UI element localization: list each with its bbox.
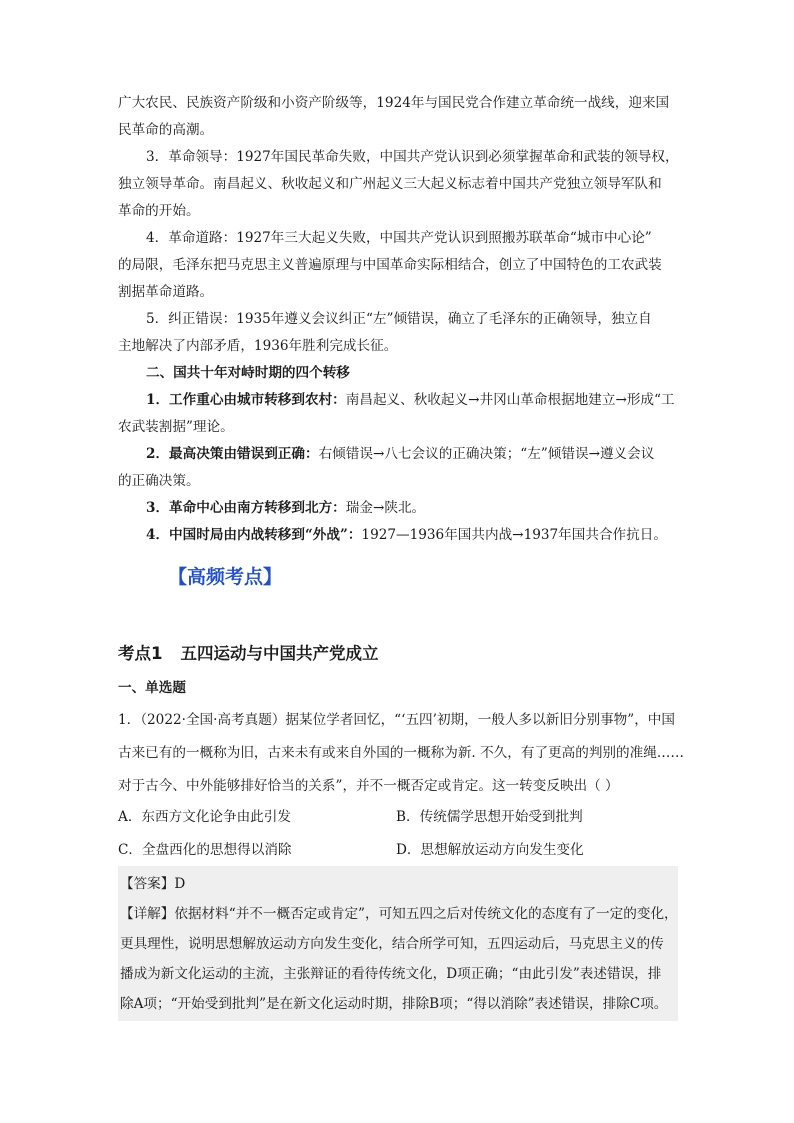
answer-box (118, 866, 678, 1021)
transfer-1-text: 南昌起义、秋收起义→井冈山革命根据地建立→形成“工 (345, 392, 675, 408)
kaodian-number: 考点1 (118, 644, 163, 663)
answer-detail-line: 播成为新文化运动的主流，主张辩证的看待传统文化，D项正确；“由此引发”表述错误，排 (120, 966, 662, 982)
kaodian-title: 五四运动与中国共产党成立 (180, 644, 379, 663)
item-3-line: 3．革命领导：1927年国民革命失败，中国共产党认识到必须掌握革命和武装的领导权， (146, 149, 679, 165)
option-d: D．思想解放运动方向发生变化 (396, 842, 584, 858)
item-4-line: 4．革命道路：1927年三大起义失败，中国共产党认识到照搬苏联革命“城市中心论” (146, 230, 652, 246)
option-b: B．传统儒学思想开始受到批判 (396, 809, 583, 825)
item-3-line: 独立领导革命。南昌起义、秋收起义和广州起义三大起义标志着中国共产党独立领导军队和 (118, 176, 662, 192)
item-4-line: 的局限，毛泽东把马克思主义普遍原理与中国革命实际相结合，创立了中国特色的工农武装 (118, 257, 662, 273)
option-c: C．全盘西化的思想得以消除 (118, 842, 292, 858)
item-5-line: 5．纠正错误：1935年遵义会议纠正“左”倾错误，确立了毛泽东的正确领导，独立自 (146, 311, 652, 327)
paragraph-line: 广大农民、民族资产阶级和小资产阶级等，1924年与国民党合作建立革命统一战线，迎来国 (118, 95, 670, 111)
option-a: A．东西方文化论争由此引发 (118, 809, 291, 825)
item-4-line: 割据革命道路。 (118, 284, 214, 300)
paragraph-line: 民革命的高潮。 (118, 122, 214, 138)
high-frequency-title: 【高频考点】 (168, 566, 283, 588)
kaodian-heading (118, 640, 378, 664)
question-line: 古来已有的一概称为旧，古来未有或来自外国的一概称为新. 不久，有了更高的判别的准绳…… (118, 745, 684, 761)
question-line: 对于古今、中外能够排好恰当的关系”，并不一概否定或肯定。这一转变反映出（ ） (118, 778, 619, 794)
transfer-2-text: 右倾错误→八七会议的正确决策；“左”倾错误→遵义会议 (318, 446, 655, 462)
transfer-3 (118, 495, 678, 522)
transfer-2-label: 2．最高决策由错误到正确： (146, 446, 319, 462)
transfer-4 (118, 522, 678, 549)
question-options (118, 805, 678, 871)
transfer-4-label: 4．中国时局由内战转移到“外战”： (146, 527, 362, 543)
transfer-1-cont: 农武装割据”理论。 (118, 419, 234, 435)
transfer-3-label: 3．革命中心由南方转移到北方： (146, 500, 346, 516)
answer-label: 【答案】D (120, 876, 186, 892)
transfer-2-cont: 的正确决策。 (118, 473, 200, 489)
question-stem (118, 704, 684, 803)
item-5-line: 主地解决了内部矛盾，1936年胜利完成长征。 (118, 338, 398, 354)
question-type-heading: 一、单选题 (118, 680, 186, 696)
transfer-4-text: 1927—1936年国共内战→1937年国共合作抗日。 (361, 527, 667, 543)
section-2-heading: 二、国共十年对峙时期的四个转移 (146, 365, 350, 381)
item-3-line: 革命的开始。 (118, 203, 200, 219)
transfer-1 (118, 387, 678, 414)
transfer-3-text: 瑞金→陕北。 (345, 500, 426, 516)
question-line: 1．（2022·全国·高考真题）据某位学者回忆，“‘五四’初期，一般人多以新旧分别事物”，中国 (118, 712, 675, 728)
transfer-2 (118, 441, 678, 468)
answer-detail-line: 除A项；“开始受到批判”是在新文化运动时期，排除B项；“得以消除”表述错误，排除C项。 (120, 996, 668, 1012)
transfer-1-label: 1．工作重心由城市转移到农村： (146, 392, 346, 408)
answer-detail-line: 更具理性，说明思想解放运动方向发生变化，结合所学可知，五四运动后，马克思主义的传 (120, 936, 664, 952)
body-text (118, 90, 678, 549)
answer-detail-line: 【详解】依据材料“并不一概否定或肯定”，可知五四之后对传统文化的态度有了一定的变化， (120, 906, 678, 922)
